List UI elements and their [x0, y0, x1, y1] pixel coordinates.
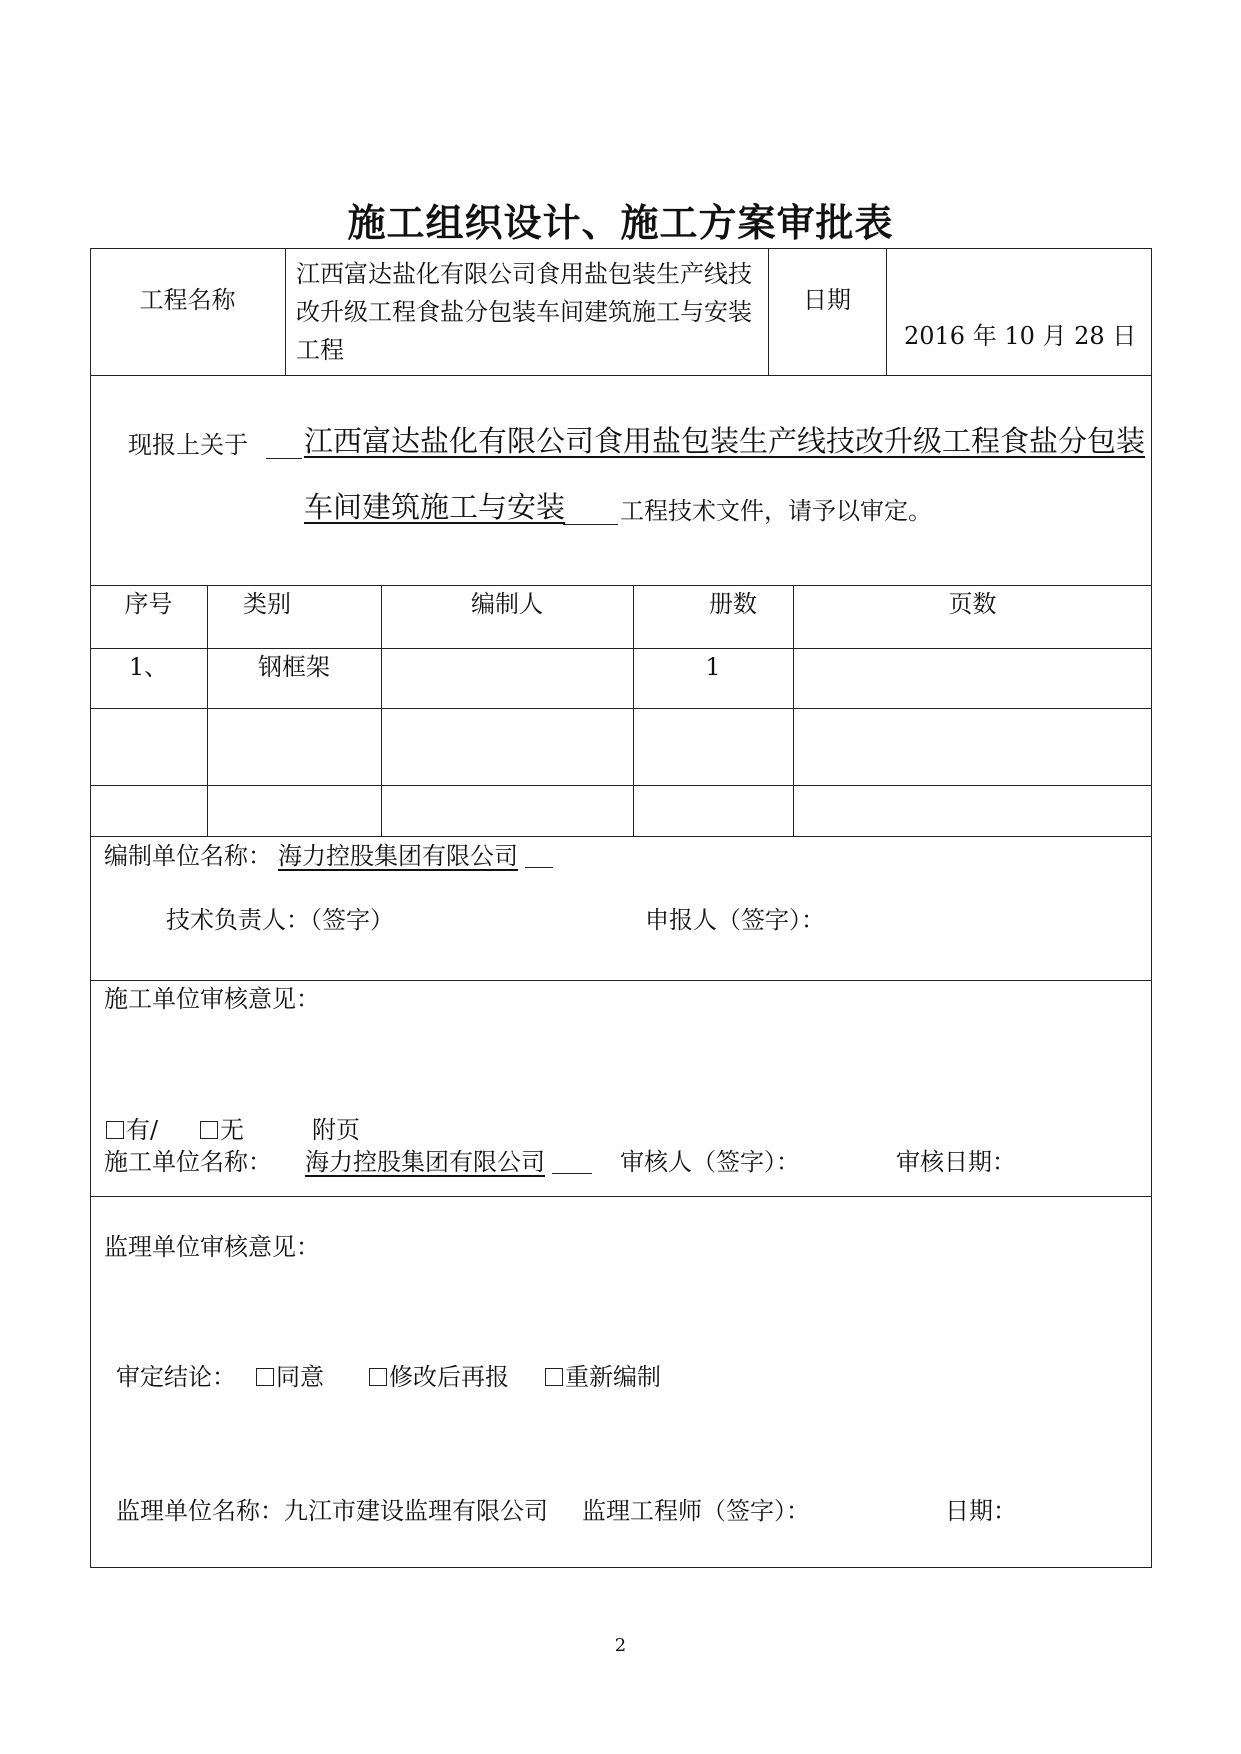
divider: [886, 248, 887, 375]
divider: [90, 836, 1152, 837]
conclusion-agree-option[interactable]: 同意: [256, 1363, 324, 1392]
divider: [381, 585, 382, 836]
construction-review-date-label: 审核日期：: [896, 1148, 1016, 1176]
report-prefix: 现报上关于: [128, 431, 248, 459]
project-name-value: 江西富达盐化有限公司食用盐包装生产线技改升级工程食盐分包装车间建筑施工与安装工程: [296, 260, 752, 364]
column-header-category: 类别: [243, 590, 291, 618]
supervision-unit-text: 监理单位名称：九江市建设监理有限公司: [116, 1497, 548, 1525]
table-cell: 钢框架: [258, 653, 330, 681]
attachment-has-option[interactable]: 有/: [106, 1116, 158, 1145]
construction-reviewer-label: 审核人（签字）：: [620, 1148, 800, 1176]
conclusion-redo-option[interactable]: 重新编制: [545, 1363, 661, 1392]
construction-unit-name: 海力控股集团有限公司: [305, 1148, 545, 1176]
attachment-none-option[interactable]: 无: [200, 1116, 244, 1145]
form-title: 施工组织设计、施工方案审批表: [347, 201, 894, 245]
attachment-label: 附页: [312, 1116, 360, 1144]
divider: [90, 648, 1152, 649]
page-number: 2: [614, 1635, 627, 1656]
divider: [285, 248, 286, 375]
divider: [207, 585, 208, 836]
underline: [563, 524, 618, 525]
report-suffix: 工程技术文件，请予以审定。: [620, 497, 932, 525]
construction-unit-label: 施工单位名称：: [104, 1148, 272, 1176]
supervision-date-label: 日期：: [945, 1497, 1017, 1525]
divider: [793, 585, 794, 836]
construction-opinion-label: 施工单位审核意见：: [104, 985, 320, 1013]
divider: [90, 980, 1152, 981]
divider: [90, 1196, 1152, 1197]
checkbox-icon: [256, 1368, 274, 1386]
checkbox-icon: [200, 1121, 218, 1139]
column-header-volumes: 册数: [709, 590, 757, 618]
divider: [90, 708, 1152, 709]
checkbox-icon: [106, 1121, 124, 1139]
column-header-index: 序号: [124, 590, 173, 618]
project-name-label: 工程名称: [139, 286, 236, 314]
table-cell: 1: [705, 653, 721, 681]
divider: [90, 375, 1152, 376]
underline: [266, 458, 302, 459]
date-label: 日期: [803, 286, 851, 314]
checkbox-icon: [545, 1368, 563, 1386]
conclusion-label: 审定结论：: [116, 1363, 236, 1391]
report-subject-line1: 江西富达盐化有限公司食用盐包装生产线技改升级工程食盐分包装: [304, 424, 1146, 458]
divider: [633, 585, 634, 836]
underline: [525, 867, 553, 868]
divider: [90, 785, 1152, 786]
supervision-opinion-label: 监理单位审核意见：: [104, 1233, 320, 1261]
checkbox-icon: [369, 1368, 387, 1386]
table-cell: 1、: [128, 653, 169, 681]
applicant-signature-label: 申报人（签字）：: [645, 906, 825, 934]
compiler-unit-name: 海力控股集团有限公司: [278, 842, 518, 870]
tech-lead-signature-label: 技术负责人：（签字）: [166, 906, 394, 934]
divider: [90, 585, 1152, 586]
column-header-author: 编制人: [471, 590, 543, 618]
supervising-engineer-label: 监理工程师（签字）：: [582, 1497, 810, 1525]
underline: [552, 1173, 592, 1174]
column-header-pages: 页数: [948, 590, 997, 618]
date-value: 2016 年 10 月 28 日: [904, 322, 1137, 350]
conclusion-revise-option[interactable]: 修改后再报: [369, 1363, 509, 1392]
report-subject-line2: 车间建筑施工与安装: [304, 490, 566, 524]
compiler-unit-label: 编制单位名称：: [104, 842, 272, 870]
